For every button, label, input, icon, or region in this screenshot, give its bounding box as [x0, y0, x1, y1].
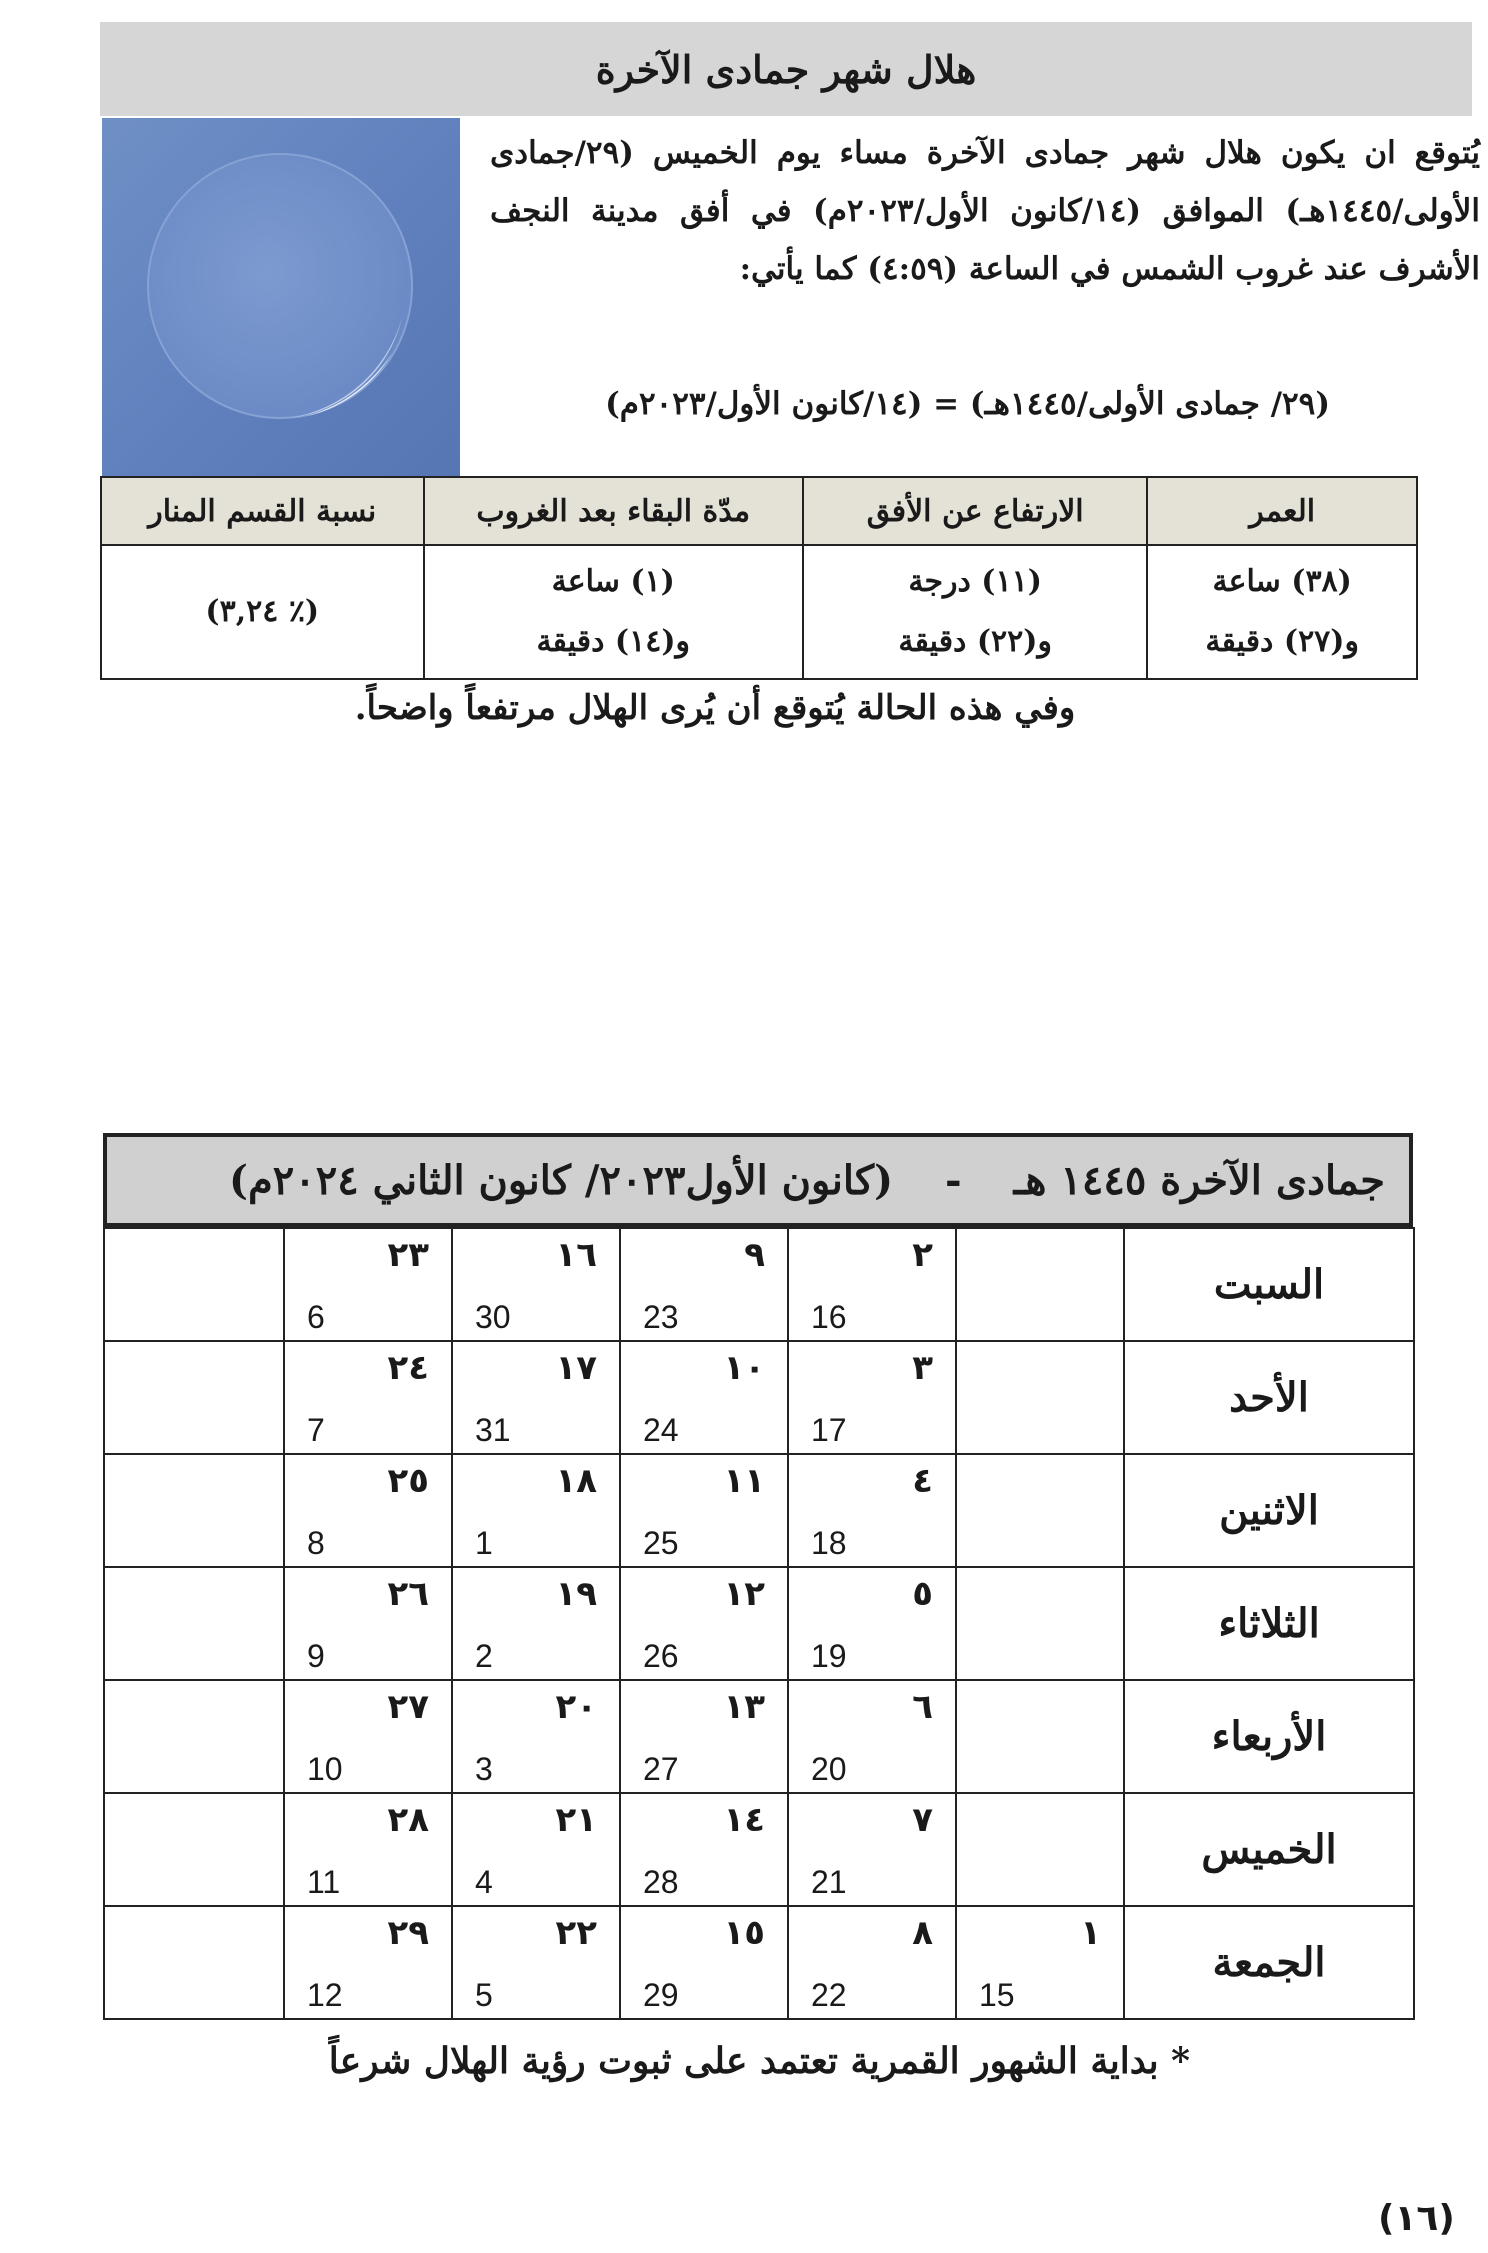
gregorian-day-number: 7	[307, 1412, 325, 1448]
calendar-cell	[284, 1906, 452, 2019]
altitude-minutes: و(٢٢) دقيقة	[898, 624, 1052, 659]
crescent-moon-icon	[102, 118, 460, 476]
hijri-day-number: ١٠	[723, 1348, 765, 1388]
calendar-row	[104, 1906, 1414, 2019]
value-illumination: (٪ ٣,٢٤)	[101, 545, 424, 679]
calendar-cell	[788, 1793, 956, 1906]
weekday-label: الثلاثاء	[1124, 1567, 1414, 1680]
value-age	[1147, 545, 1417, 679]
calendar-header-separator: -	[945, 1156, 962, 1204]
weekday-label: الأحد	[1124, 1341, 1414, 1454]
hijri-day-number: ٢	[912, 1235, 933, 1275]
visibility-note: وفي هذه الحالة يُتوقع أن يُرى الهلال مرتفعاً واضحاً.	[354, 688, 1076, 728]
calendar-cell	[620, 1680, 788, 1793]
calendar-cell	[284, 1228, 452, 1341]
calendar-cell	[104, 1341, 284, 1454]
hijri-day-number: ١٧	[555, 1348, 597, 1388]
gregorian-day-number: 2	[475, 1638, 493, 1674]
calendar-cell	[956, 1454, 1124, 1567]
intro-text	[490, 124, 1480, 298]
duration-hours: (١) ساعة	[551, 564, 675, 599]
calendar-cell	[104, 1567, 284, 1680]
gregorian-day-number: 24	[643, 1412, 679, 1448]
hijri-day-number: ٢٥	[387, 1461, 429, 1501]
weekday-label: الجمعة	[1124, 1906, 1414, 2019]
calendar-cell	[284, 1793, 452, 1906]
gregorian-day-number: 23	[643, 1299, 679, 1335]
hijri-day-number: ٤	[912, 1461, 933, 1501]
calendar-header-hijri: جمادى الآخرة ١٤٤٥ هـ	[1013, 1156, 1385, 1204]
calendar-cell	[956, 1793, 1124, 1906]
calendar-cell	[452, 1454, 620, 1567]
hijri-day-number: ١	[1080, 1913, 1101, 1953]
calendar-row	[104, 1454, 1414, 1567]
gregorian-day-number: 29	[643, 1977, 679, 2013]
gregorian-day-number: 10	[307, 1751, 343, 1787]
calendar-cell	[104, 1906, 284, 2019]
age-minutes: و(٢٧) دقيقة	[1205, 624, 1359, 659]
page-title: هلال شهر جمادى الآخرة	[100, 22, 1472, 116]
gregorian-day-number: 11	[307, 1864, 341, 1900]
calendar-cell	[956, 1567, 1124, 1680]
calendar-cell	[452, 1228, 620, 1341]
calendar-cell	[788, 1906, 956, 2019]
page-number: (١٦)	[1378, 2198, 1455, 2239]
calendar-row	[104, 1793, 1414, 1906]
calendar-header	[103, 1133, 1413, 1227]
hijri-day-number: ٩	[744, 1235, 765, 1275]
hijri-day-number: ١٦	[555, 1235, 597, 1275]
calendar-cell	[788, 1228, 956, 1341]
hijri-day-number: ٧	[912, 1800, 933, 1840]
weekday-label: الأربعاء	[1124, 1680, 1414, 1793]
calendar-cell	[788, 1567, 956, 1680]
gregorian-day-number: 20	[811, 1751, 847, 1787]
gregorian-day-number: 12	[307, 1977, 343, 2013]
calendar-cell	[620, 1341, 788, 1454]
hijri-day-number: ٢٣	[387, 1235, 429, 1275]
calendar-header-gregorian: (كانون الأول٢٠٢٣/ كانون الثاني ٢٠٢٤م)	[229, 1156, 893, 1204]
hijri-day-number: ١١	[723, 1461, 765, 1501]
gregorian-day-number: 30	[475, 1299, 511, 1335]
calendar-cell	[956, 1341, 1124, 1454]
crescent-info-table	[100, 476, 1418, 680]
header-duration: مدّة البقاء بعد الغروب	[424, 477, 803, 545]
header-illumination: نسبة القسم المنار	[101, 477, 424, 545]
header-age: العمر	[1147, 477, 1417, 545]
gregorian-day-number: 19	[811, 1638, 847, 1674]
gregorian-day-number: 21	[811, 1864, 847, 1900]
hijri-day-number: ٢٦	[387, 1574, 429, 1614]
hijri-day-number: ٨	[912, 1913, 933, 1953]
calendar-row	[104, 1567, 1414, 1680]
calendar-cell	[452, 1906, 620, 2019]
gregorian-day-number: 25	[643, 1525, 679, 1561]
hijri-day-number: ٢٧	[387, 1687, 429, 1727]
gregorian-day-number: 28	[643, 1864, 679, 1900]
hijri-day-number: ٢٩	[387, 1913, 429, 1953]
hijri-day-number: ١٤	[723, 1800, 765, 1840]
hijri-day-number: ٦	[912, 1687, 933, 1727]
hijri-day-number: ١٢	[723, 1574, 765, 1614]
calendar-row	[104, 1228, 1414, 1341]
hijri-day-number: ٢٢	[555, 1913, 597, 1953]
footnote: * بداية الشهور القمرية تعتمد على ثبوت رؤية الهلال شرعاً	[328, 2040, 1190, 2082]
hijri-day-number: ١٨	[555, 1461, 597, 1501]
calendar-cell	[104, 1454, 284, 1567]
gregorian-day-number: 27	[643, 1751, 679, 1787]
calendar-cell	[788, 1341, 956, 1454]
gregorian-day-number: 5	[475, 1977, 493, 2013]
value-duration	[424, 545, 803, 679]
info-values-row	[101, 545, 1417, 679]
gregorian-day-number: 15	[979, 1977, 1015, 2013]
calendar-cell	[284, 1567, 452, 1680]
value-altitude	[803, 545, 1147, 679]
crescent-moon-image	[102, 118, 460, 476]
altitude-degrees: (١١) درجة	[908, 564, 1042, 599]
calendar-cell	[452, 1567, 620, 1680]
age-hours: (٣٨) ساعة	[1212, 564, 1352, 599]
date-equation: (٢٩/ جمادى الأولى/١٤٤٥هـ) = (١٤/كانون الأول/٢٠٢٣م)	[605, 386, 1330, 422]
info-header-row	[101, 477, 1417, 545]
hijri-day-number: ٢٠	[555, 1687, 597, 1727]
calendar-cell	[956, 1228, 1124, 1341]
calendar-cell	[104, 1228, 284, 1341]
calendar-cell	[620, 1906, 788, 2019]
calendar-cell	[452, 1341, 620, 1454]
calendar-cell	[620, 1793, 788, 1906]
calendar-cell	[284, 1454, 452, 1567]
calendar-table	[103, 1227, 1415, 2020]
gregorian-day-number: 1	[475, 1525, 493, 1561]
calendar-row	[104, 1680, 1414, 1793]
calendar-cell	[620, 1567, 788, 1680]
calendar-cell	[620, 1228, 788, 1341]
intro-paragraph: يُتوقع ان يكون هلال شهر جمادى الآخرة مساء يوم الخميس (٢٩/جمادى الأولى/١٤٤٥هـ) الموافق (١٤/كانون الأول/٢٠٢٣م) في أفق مدينة النجف الأشرف عند غروب الشمس في الساعة (٤:٥٩) كما يأتي:	[490, 135, 1480, 287]
header-altitude: الارتفاع عن الأفق	[803, 477, 1147, 545]
calendar-cell	[956, 1680, 1124, 1793]
gregorian-day-number: 16	[811, 1299, 847, 1335]
weekday-label: الاثنين	[1124, 1454, 1414, 1567]
calendar-cell	[104, 1680, 284, 1793]
duration-minutes: و(١٤) دقيقة	[536, 624, 691, 659]
gregorian-day-number: 22	[811, 1977, 847, 2013]
hijri-day-number: ٢٨	[387, 1800, 429, 1840]
calendar-cell	[284, 1341, 452, 1454]
gregorian-day-number: 3	[475, 1751, 493, 1787]
hijri-day-number: ٣	[912, 1348, 933, 1388]
calendar-cell	[788, 1680, 956, 1793]
gregorian-day-number: 26	[643, 1638, 679, 1674]
calendar-cell	[284, 1680, 452, 1793]
calendar-cell	[788, 1454, 956, 1567]
hijri-day-number: ١٩	[555, 1574, 597, 1614]
hijri-day-number: ٢٤	[387, 1348, 429, 1388]
hijri-day-number: ٥	[912, 1574, 933, 1614]
gregorian-day-number: 8	[307, 1525, 325, 1561]
gregorian-day-number: 17	[811, 1412, 847, 1448]
weekday-label: السبت	[1124, 1228, 1414, 1341]
hijri-day-number: ١٥	[723, 1913, 765, 1953]
gregorian-day-number: 9	[307, 1638, 325, 1674]
gregorian-day-number: 31	[475, 1412, 511, 1448]
gregorian-day-number: 18	[811, 1525, 847, 1561]
weekday-label: الخميس	[1124, 1793, 1414, 1906]
calendar-cell	[452, 1793, 620, 1906]
calendar-cell	[104, 1793, 284, 1906]
gregorian-day-number: 4	[475, 1864, 493, 1900]
calendar-row	[104, 1341, 1414, 1454]
gregorian-day-number: 6	[307, 1299, 325, 1335]
calendar-cell	[620, 1454, 788, 1567]
hijri-day-number: ١٣	[723, 1687, 765, 1727]
hijri-day-number: ٢١	[555, 1800, 597, 1840]
calendar-cell	[452, 1680, 620, 1793]
calendar-cell	[956, 1906, 1124, 2019]
